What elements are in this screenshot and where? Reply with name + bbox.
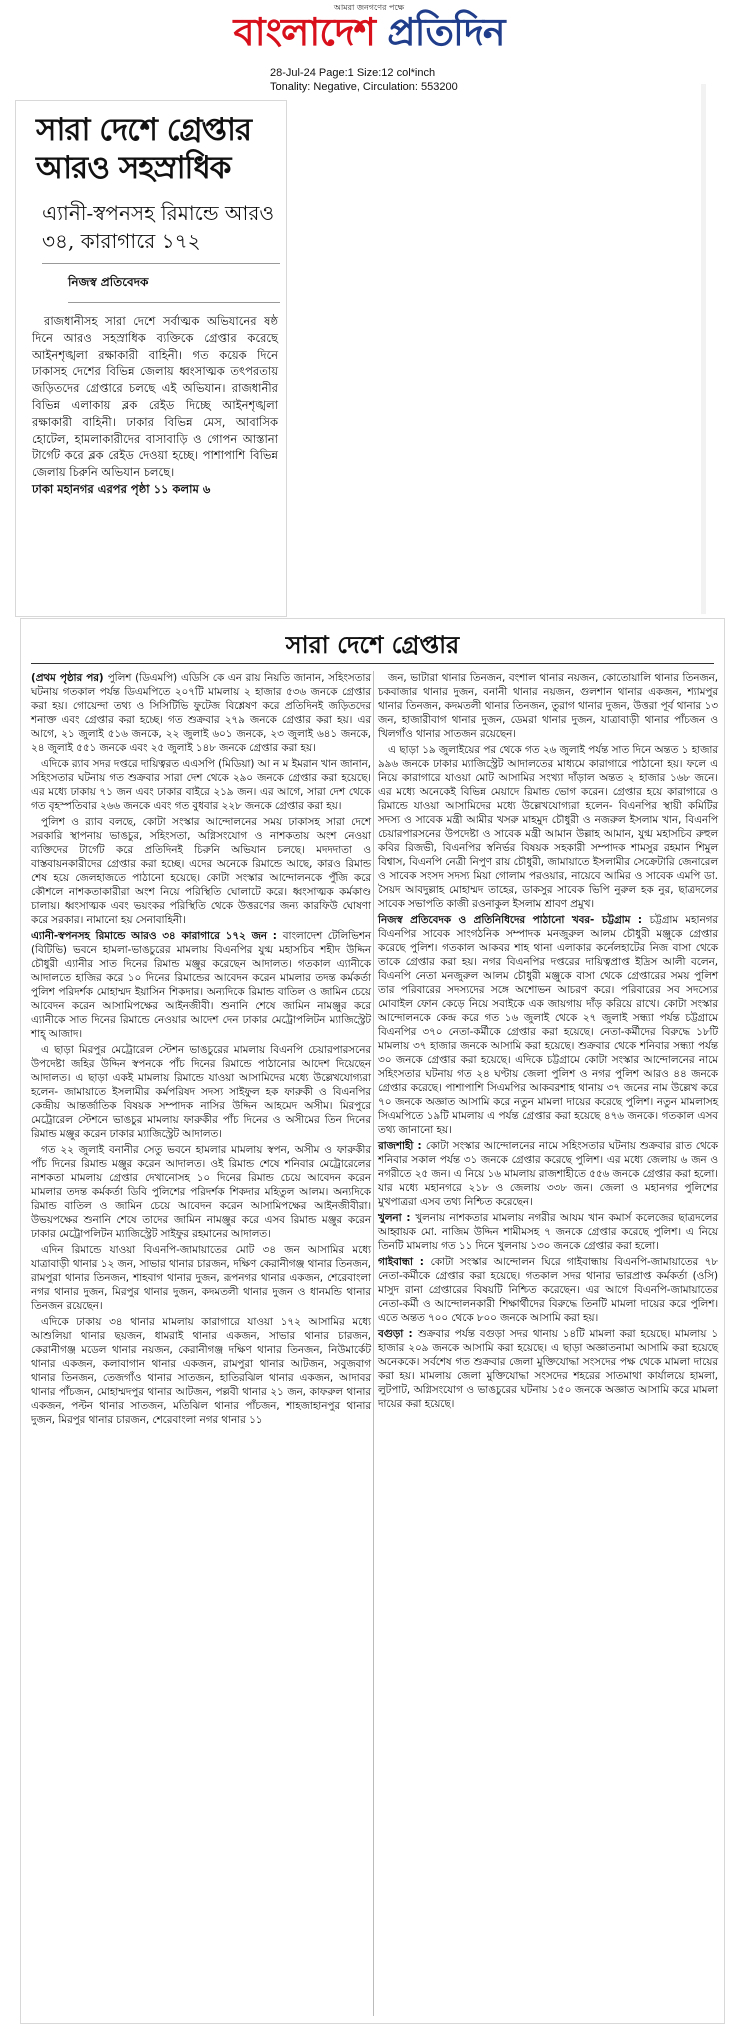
paragraph-lead: খুলনা : xyxy=(378,1212,416,1224)
paragraph xyxy=(31,1315,371,1427)
left-column xyxy=(31,671,371,1429)
paragraph xyxy=(378,671,718,741)
paragraph xyxy=(31,671,371,755)
paragraph-text: এদিন রিমান্ডে যাওয়া বিএনপি-জামায়াতের মোট ৩৪ জন আসামির মধ্যে যাত্রাবাড়ী থানার ১২ জন, সাভার থানার চারজন, দক্ষিণ কেরানীগঞ্জ থানার তিনজন, রামপুরা থানার তিনজন, শাহবাগ থানার দুজন, রূপনগর থানার একজন, শেরেবাংলা নগর থানার দুজন, মিরপুর থানার দুজন, কদমতলী থানার দুজন ও ধানমন্ডি থানার তিনজন রয়েছেন। xyxy=(31,1244,371,1312)
front-headline: সারা দেশে গ্রেপ্তার আরও সহস্রাধিক xyxy=(36,112,252,186)
paragraph-text: এ ছাড়া মিরপুর মেট্রোরেল স্টেশন ভাঙচুরের মামলায় বিএনপি চেয়ারপারসনের উপদেষ্টা জহির উদ্দিন স্বপনকে পাঁচ দিনের রিমান্ডে পাঠানোর আদেশ দিয়েছেন আদালত। এ ছাড়া একই মামলায় রিমান্ডে যাওয়া আসামিদের মধ্যে উল্লেখযোগ্যরা হলেন- জামায়াতে ইসলামীর কর্মপরিষদ সদস্য সাইফুল হক ফারুকী ও বিএনপির কেন্দ্রীয় আন্তর্জাতিক বিষয়ক সম্পাদক নাসির উদ্দিন আহমেদ অসীম। মিরপুরে মেট্রোরেল স্টেশনে ভাঙচুর মামলায় ফারুকীর পাঁচ দিনের ও অসীমের তিন দিনের রিমান্ড মঞ্জুর করেন ঢাকার ম্যাজিস্ট্রেট আদালত। xyxy=(31,1044,371,1140)
newspaper-logo xyxy=(0,10,738,54)
logo-word-1: বাংলাদেশ xyxy=(233,10,376,54)
section-title: সারা দেশে গ্রেপ্তার xyxy=(285,630,460,659)
paragraph-text: চট্টগ্রাম মহানগর বিএনপির সাবেক সাংগঠনিক সম্পাদক মনজুরুল আলম চৌধুরী মঞ্জুকে গ্রেপ্তার করেছে পুলিশ। গতকাল আকবর শাহ থানা এলাকার কর্নেলহাটের নিজ বাসা থেকে তাকে গ্রেপ্তার করা হয়। নগর বিএনপির দপ্তরের দায়িত্বপ্রাপ্ত ইদ্রিস আলী বলেন, বিএনপি নেতা মনজুরুল আলম চৌধুরী মঞ্জুকে বাসা থেকে গ্রেপ্তারের সময় পুলিশ তার পরিবারের সদস্যদের সঙ্গে অশোভন আচরণ করে। পরিবারের সব সদস্যের মোবাইল ফোন কেড়ে নিয়ে সবাইকে এক জায়গায় দাঁড় করিয়ে রাখে। কোটা সংস্কার আন্দোলনকে কেন্দ্র করে গত ১৬ জুলাই থেকে ২৭ জুলাই সন্ধ্যা পর্যন্ত চট্টগ্রামে বিএনপির ৩৭০ নেতা-কর্মীকে গ্রেপ্তার করা হয়েছে। নেতা-কর্মীদের বিরুদ্ধে ১৮টি মামলায় ৩৭ হাজার জনকে আসামি করা হয়েছে। শুক্রবার থেকে শনিবার সন্ধ্যা পর্যন্ত ৩০ জনকে গ্রেপ্তার করা হয়েছে। এদিকে চট্টগ্রামে কোটা সংস্কার আন্দোলনের নামে সহিংসতার ঘটনায় গত ২৪ ঘণ্টায় জেলা পুলিশ ও নগর পুলিশ আরও ৪৪ জনকে গ্রেপ্তার করেছে। পাশাপাশি সিএমপির আকবরশাহ থানায় ৩৭ জনের নাম উল্লেখ করে ৭০ জনকে অজ্ঞাত আসামি করে নতুন মামলা দায়ের করেছে পুলিশ। নতুন মামলাসহ সিএমপিতে ১৯টি মামলায় এ পর্যন্ত গ্রেপ্তার করা হয়েছে ৪৭৬ জনকে। গতকাল এসব তথ্য জানানো হয়। xyxy=(378,914,718,1136)
paragraph-text: এদিকে ঢাকায় ৩৪ থানার মামলায় কারাগারে যাওয়া ১৭২ আসামির মধ্যে আশুলিয়া থানার ছয়জন, ধামরাই থানার একজন, সাভার থানার চারজন, কেরানীগঞ্জ মডেল থানার নয়জন, কেরানীগঞ্জ দক্ষিণ থানার তিনজন, নিউমার্কেট থানার একজন, কলাবাগান থানার একজন, রামপুরা থানার আটজন, সবুজবাগ থানার তিনজন, তেজগাঁও থানার সাতজন, হাতিরঝিল থানার একজন, আদাবর থানার পাঁচজন, মোহাম্মদপুর থানার আটজন, পল্লবী থানার ২১ জন, কাফরুল থানার একজন, পল্টন থানার সাতজন, মতিঝিল থানার পাঁচজন, শাহজাহানপুর থানার দুজন, মিরপুর থানার চারজন, শেরেবাংলা নগর থানার ১১ xyxy=(31,1316,371,1426)
paragraph-lead: (প্রথম পৃষ্ঠার পর) xyxy=(31,672,108,684)
front-subheadline: এ্যানী-স্বপনসহ রিমান্ডে আরও ৩৪, কারাগারে ১৭২ xyxy=(42,201,275,253)
paragraph-lead: রাজশাহী : xyxy=(378,1140,426,1152)
paragraph-text: পুলিশ (ডিএমপি) এডিসি কে এন রায় নিয়তি জানান, সহিংসতার ঘটনায় গতকাল পর্যন্ত ডিএমপিতে ২০৭টি মামলায় ২ হাজার ৫৩৬ জনকে গ্রেপ্তার করা হয়। গোয়েন্দা তথ্য ও সিসিটিভি ফুটেজ বিশ্লেষণ করে প্রতিদিনই জড়িতদের শনাক্ত এবং গ্রেপ্তার করা হচ্ছে। গত শুক্রবার ২৭৯ জনকে গ্রেপ্তার করা হয়। এর আগে, ২১ জুলাই ৫১৬ জনকে, ২২ জুলাই ৬০১ জনকে, ২৩ জুলাই ৬৪১ জনকে, ২৪ জুলাই ৫৫১ জনকে এবং ২৫ জুলাই ১৪৮ জনকে গ্রেপ্তার করা হয়। xyxy=(31,672,371,754)
paragraph xyxy=(31,815,371,927)
paragraph xyxy=(378,743,718,911)
paragraph xyxy=(31,1043,371,1141)
paragraph-text: জন, ভাটারা থানার তিনজন, বংশাল থানার নয়জন, কোতোয়ালি থানার তিনজন, চকবাজার থানার দুজন, বনানী থানার নয়জন, গুলশান থানার একজন, শ্যামপুর থানার তিনজন, কদমতলী থানার তিনজন, তুরাগ থানার দুজন, উত্তরা পূর্ব থানার ১৩ জন, হাজারীবাগ থানার দুজন, ডেমরা থানার দুজন, যাত্রাবাড়ী থানার পাঁচজন ও খিলগাঁও থানার সাতজন রয়েছেন। xyxy=(378,672,718,740)
paragraph xyxy=(378,1139,718,1209)
paragraph xyxy=(31,1243,371,1313)
paragraph xyxy=(31,1143,371,1241)
paragraph-text: পুলিশ ও র‌্যাব বলছে, কোটা সংস্কার আন্দোলনের সময় ঢাকাসহ সারা দেশে সরকারি স্থাপনায় ভাঙচুর, সহিংসতা, অগ্নিসংযোগ ও নাশকতায় অংশ নেওয়া ব্যক্তিদের টার্গেট করে প্রতিদিনই চিরুনি অভিযান চলছে। মদদদাতা ও বাস্তবায়নকারীদের গ্রেপ্তার করা হচ্ছে। এদের অনেকে রিমান্ডে আছে, কারও রিমান্ড শেষ হয়ে জেলহাজতে পাঠানো হয়েছে। কোটা সংস্কার আন্দোলনকে পুঁজি করে কৌশলে নাশকতাকারীরা অংশ নিয়ে পরিস্থিতি ঘোলাটে করে। ধ্বংসাত্মক কর্মকাণ্ড চালায়। ধ্বংসাত্মক এবং ভয়ংকর পরিস্থিতি থেকে উত্তরণের জন্য কারফিউ ঘোষণা করে সরকার। নামানো হয় সেনাবাহিনী। xyxy=(31,816,371,926)
continuation-clip xyxy=(20,618,725,2024)
paragraph-lead: এ্যানী-স্বপনসহ রিমান্ডে আরও ৩৪ কারাগারে ১৭২ জন : xyxy=(31,930,283,942)
paragraph xyxy=(378,1211,718,1253)
section-rule xyxy=(31,663,714,664)
clipping-meta xyxy=(270,66,570,94)
paragraph-lead: নিজস্ব প্রতিবেদক ও প্রতিনিধিদের পাঠানো খবর- চট্টগ্রাম : xyxy=(378,914,650,926)
paragraph-text: শুক্রবার পর্যন্ত বগুড়া সদর থানায় ১৪টি মামলা করা হয়েছে। মামলায় ১ হাজার ২০৯ জনকে আসামি করা হয়েছে। এ ছাড়া অজ্ঞাতনামা আসামি করা হয়েছে অনেককে। সর্বশেষ গত শুক্রবার জেলা মুক্তিযোদ্ধা সংসদের পক্ষ থেকে মামলা দায়ের করা হয়। মামলায় জেলা মুক্তিযোদ্ধা সংসদের শহরের সাতমাথা কার্যালয়ে হামলা, লুটপাট, অগ্নিসংযোগ ও ভাঙচুরের ঘটনায় ১৫০ জনকে অজ্ঞাত আসামি করে মামলা দায়ের করা হয়েছে। xyxy=(378,1328,718,1410)
logo-word-2: প্রতিদিন xyxy=(387,10,505,54)
paragraph xyxy=(378,1255,718,1325)
front-page-clip xyxy=(15,100,287,617)
paragraph xyxy=(31,929,371,1041)
right-column xyxy=(378,671,718,1413)
divider xyxy=(68,302,280,303)
scan-edge-strip xyxy=(701,84,706,614)
byline: নিজস্ব প্রতিবেদক xyxy=(68,275,149,289)
masthead xyxy=(0,0,738,64)
front-body-text: রাজধানীসহ সারা দেশে সর্বাত্মক অভিযানের ষষ্ঠ দিনে আরও সহস্রাধিক ব্যক্তিকে গ্রেপ্তার করেছে আইনশৃঙ্খলা রক্ষাকারী বাহিনী। গত কয়েক দিনে ঢাকাসহ দেশের বিভিন্ন জেলায় ধ্বংসাত্মক তৎপরতায় জড়িতদের গ্রেপ্তারে চলছে এই অভিযান। রাজধানীর বিভিন্ন এলাকায় ব্লক রেইড দিচ্ছে আইনশৃঙ্খলা রক্ষাকারী বাহিনী। ঢাকার বিভিন্ন মেস, আবাসিক হোটেল, হামলাকারীদের বাসাবাড়ি ও গোপন আস্তানা টার্গেট করে ব্লক রেইড দেওয়া হচ্ছে। পাশাপাশি বিভিন্ন জেলায় চিরুনি অভিযান চলছে। xyxy=(32,314,278,480)
paragraph-text: কোটা সংস্কার আন্দোলন ঘিরে গাইবান্ধায় বিএনপি-জামায়াতের ৭৮ নেতা-কর্মীকে গ্রেপ্তার করা হয়েছে। গতকাল সদর থানার ভারপ্রাপ্ত কর্মকর্তা (ওসি) মাসুদ রানা গ্রেপ্তারের বিষয়টি নিশ্চিত করেছেন। এর আগে বিএনপি-জামায়াতের নেতা-কর্মী ও আন্দোলনকারী শিক্ষার্থীদের বিরুদ্ধে তিনটি মামলা দায়ের করে পুলিশ। এতে অন্তত ৭০০ থেকে ৮০০ জনকে আসামি করা হয়। xyxy=(378,1256,718,1324)
masthead-tagline: আমরা জনগণের পক্ষে xyxy=(333,3,405,12)
paragraph-lead: বগুড়া : xyxy=(378,1328,418,1340)
front-body xyxy=(32,313,278,498)
paragraph xyxy=(378,1327,718,1411)
paragraph xyxy=(31,757,371,813)
paragraph-text: এ ছাড়া ১৯ জুলাইয়ের পর থেকে গত ২৬ জুলাই পর্যন্ত সাত দিনে অন্তত ১ হাজার ৯৯৬ জনকে ঢাকার ম্যাজিস্ট্রেট আদালতের মাধ্যমে কারাগারে পাঠানো হয়। ফলে এ নিয়ে কারাগারে যাওয়া মোট আসামির সংখ্যা দাঁড়াল অন্তত ২ হাজার ১৬৮ জনে। এর মধ্যে অনেকেই বিভিন্ন মেয়াদে রিমান্ড ভোগ করেন। গ্রেপ্তার হয়ে কারাগারে ও রিমান্ডে যাওয়া আসামিদের মধ্যে উল্লেখযোগ্যরা হলেন- বিএনপির স্থায়ী কমিটির সদস্য ও সাবেক মন্ত্রী আমীর খসরু মাহমুদ চৌধুরী ও নজরুল ইসলাম খান, বিএনপি চেয়ারপারসনের উপদেষ্টা ও সাবেক মন্ত্রী আমান উল্লাহ আমান, যুগ্ম মহাসচিব রুহুল কবির রিজভী, বিএনপির স্বনির্ভর বিষয়ক সহকারী সম্পাদক শামসুর রহমান শিমুল বিশ্বাস, বিএনপি নেত্রী নিপুণ রায় চৌধুরী, জামায়াতে ইসলামীর সেক্রেটারি জেনারেল ও সাবেক সংসদ সদস্য মিয়া গোলাম পরওয়ার, নায়েবে আমির ও সাবেক এমপি ডা. সৈয়দ আবদুল্লাহ মোহাম্মদ তাহের, ডাকসুর সাবেক ভিপি নুরুল হক নুর, ছাত্রদলের সাবেক সভাপতি কাজী রওনাকুল ইসলাম শ্রাবণ প্রমুখ। xyxy=(378,744,718,910)
paragraph-text: খুলনায় নাশকতার মামলায় নগরীর আযম খান কমার্স কলেজের ছাত্রদলের আহ্বায়ক মো. নাজিম উদ্দিন শামীমসহ ৭ জনকে গ্রেপ্তার করেছে পুলিশ। এ নিয়ে তিনটি মামলায় গত ১১ দিনে খুলনায় ১৩০ জনকে গ্রেপ্তার করা হলো। xyxy=(378,1212,719,1252)
paragraph-lead: গাইবান্ধা : xyxy=(378,1256,431,1268)
paragraph-text: কোটা সংস্কার আন্দোলনের নামে সহিংসতার ঘটনায় শুক্রবার রাত থেকে শনিবার সকাল পর্যন্ত ৩১ জনকে গ্রেপ্তার করেছে পুলিশ। এর মধ্যে জেলায় ৬ জন ও নগরীতে ২৫ জন। এ নিয়ে ১৬ মামলায় রাজশাহীতে ৫৫৬ জনকে গ্রেপ্তার করা হলো। যার মধ্যে মহানগরে ২১৮ ও জেলায় ৩৩৮ জন। জেলা ও মহানগর পুলিশের মুখপাত্ররা এসব তথ্য নিশ্চিত করেছেন। xyxy=(378,1140,718,1208)
paragraph-text: গত ২২ জুলাই বনানীর সেতু ভবনে হামলার মামলায় স্বপন, অসীম ও ফারুকীর পাঁচ দিনের রিমান্ড মঞ্জুর করেন আদালত। ওই রিমান্ড শেষে শনিবার মেট্রোরেলের নাশকতা মামলায় গ্রেপ্তার দেখানোসহ ১০ দিনের রিমান্ড চেয়ে আবেদন করেন মামলার তদন্ত কর্মকর্তা ডিবি পুলিশের পরিদর্শক শিকদার মহিতুল আলম। অন্যদিকে রিমান্ড বাতিল ও জামিন চেয়ে আবেদন করেন আসামিপক্ষের আইনজীবীরা। উভয়পক্ষের শুনানি শেষে তাদের জামিন নামঞ্জুর করে এসব রিমান্ড মঞ্জুর করেন ঢাকার মেট্রোপলিটন ম্যাজিস্ট্রেট সাইফুর রহমানের আদালত। xyxy=(31,1144,371,1240)
continuation-note: ঢাকা মহানগর এরপর পৃষ্ঠা ১১ কলাম ৬ xyxy=(32,481,211,496)
paragraph xyxy=(378,913,718,1137)
paragraph-text: এদিকে র‌্যাব সদর দপ্তরে দায়িত্বরত এএসপি (মিডিয়া) আ ন ম ইমরান খান জানান, সহিংসতার ঘটনায় গত শুক্রবার সারা দেশ থেকে ২৯০ জনকে গ্রেপ্তার করা হয়েছে। এর মধ্যে ঢাকায় ৭১ জন এবং ঢাকার বাইরে ২১৯ জন। এর আগে, সারা দেশ থেকে গত বৃহস্পতিবার ২৬৬ জনকে এবং গত বুধবার ২২৮ জনকে গ্রেপ্তার করা হয়। xyxy=(31,758,371,812)
divider xyxy=(42,263,280,264)
column-divider xyxy=(373,671,374,2016)
meta-line-tonality: Tonality: Negative, Circulation: 553200 xyxy=(270,81,458,93)
meta-line-date-page: 28-Jul-24 Page:1 Size:12 col*inch xyxy=(270,67,436,79)
paragraph-text: বাংলাদেশ টেলিভিশন (বিটিভি) ভবনে হামলা-ভাঙচুরের মামলায় বিএনপির যুগ্ম মহাসচিব শহীদ উদ্দিন চৌধুরী এ্যানীর সাত দিনের রিমান্ড মঞ্জুর করেছেন আদালত। গতকাল এ্যানীকে আদালতে হাজির করে ১০ দিনের রিমান্ডের আবেদন করেন মামলার তদন্ত কর্মকর্তা পুলিশ পরিদর্শক মোহাম্মদ ইয়াসিন শিকদার। অন্যদিকে রিমান্ড বাতিল ও জামিন চেয়ে আবেদন করেন আসামিপক্ষের আইনজীবী। শুনানি শেষে জামিন নামঞ্জুর করে এ্যানীকে সাত দিনের রিমান্ডে নেওয়ার আদেশ দেন ঢাকার মেট্রোপলিটন ম্যাজিস্ট্রেট শাহ্‌ আজাদ। xyxy=(31,930,371,1040)
